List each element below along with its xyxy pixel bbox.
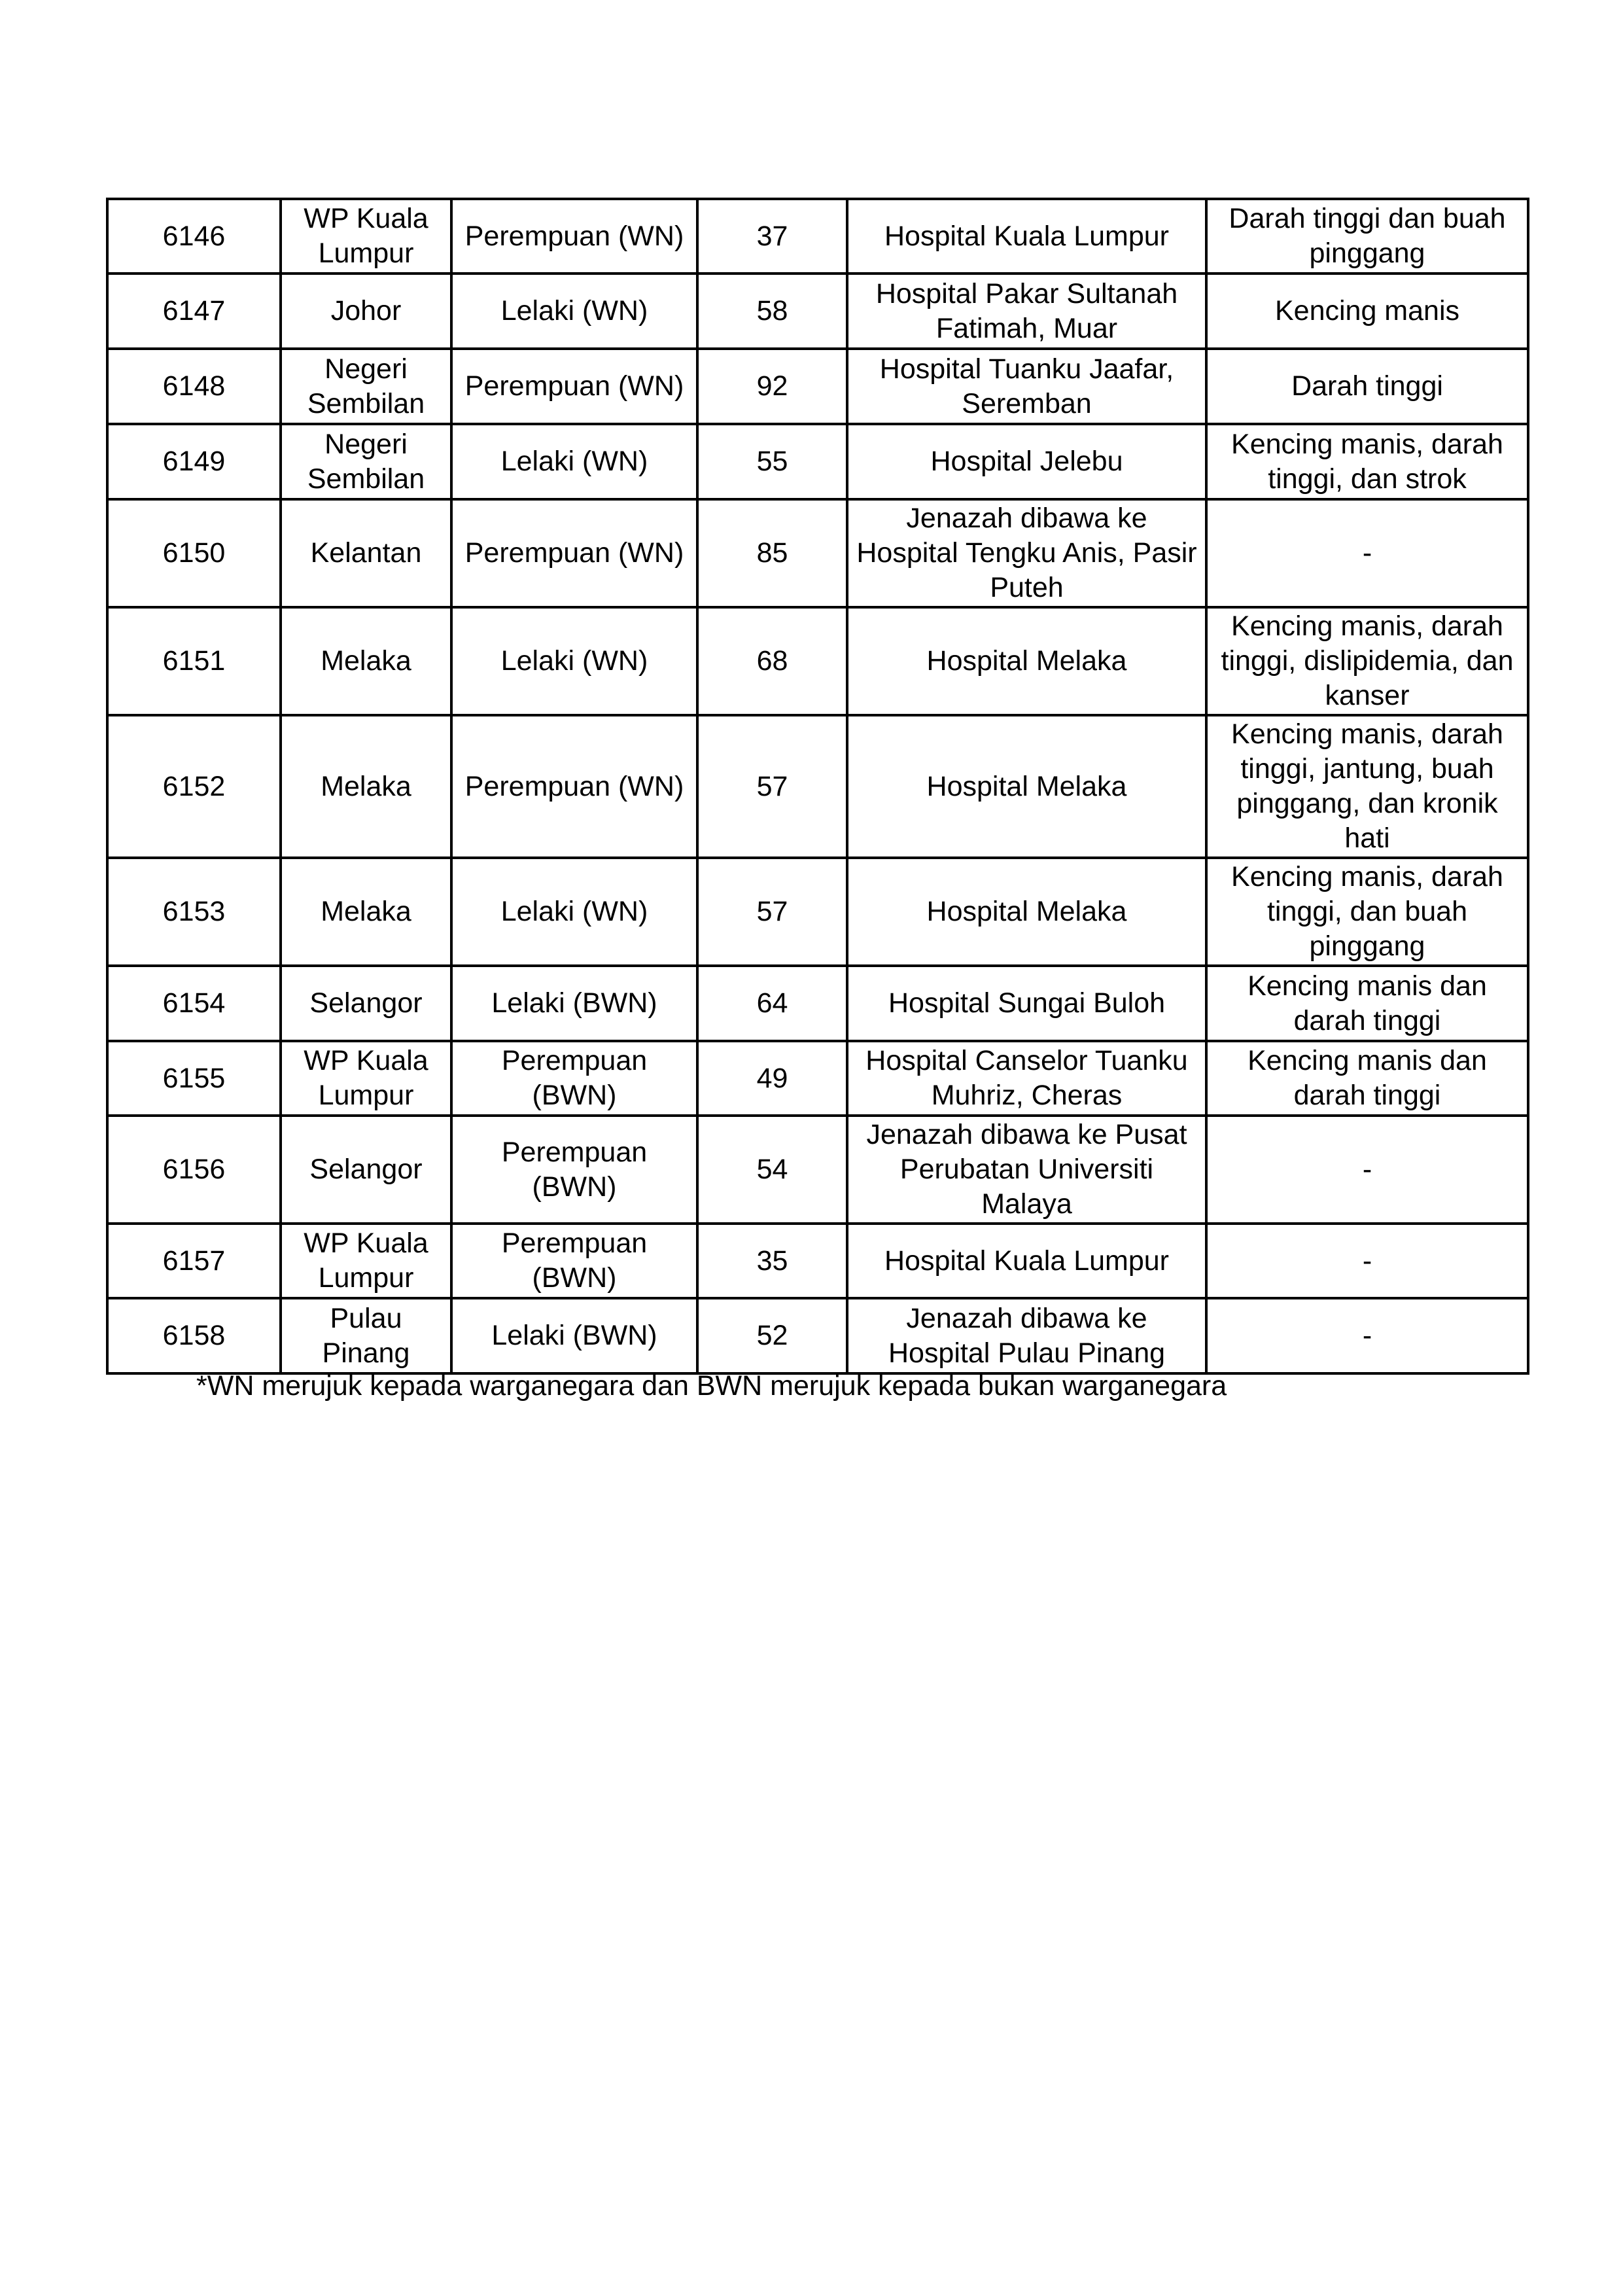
state-cell: Melaka <box>281 858 451 966</box>
case-number-cell: 6146 <box>107 199 281 274</box>
comorbidity-cell: Kencing manis, darah tinggi, dan buah pinggang <box>1206 858 1528 966</box>
state-cell: Selangor <box>281 966 451 1041</box>
hospital-cell: Hospital Kuala Lumpur <box>847 1224 1206 1298</box>
comorbidity-cell: Darah tinggi <box>1206 349 1528 424</box>
age-cell: 85 <box>697 499 847 607</box>
case-number-cell: 6154 <box>107 966 281 1041</box>
case-number-cell: 6158 <box>107 1298 281 1373</box>
hospital-cell: Hospital Melaka <box>847 858 1206 966</box>
state-cell: Negeri Sembilan <box>281 349 451 424</box>
comorbidity-cell: Kencing manis, darah tinggi, dan strok <box>1206 424 1528 499</box>
gender-cell: Perempuan (BWN) <box>451 1224 697 1298</box>
gender-cell: Lelaki (WN) <box>451 858 697 966</box>
age-cell: 57 <box>697 715 847 858</box>
age-cell: 55 <box>697 424 847 499</box>
case-number-cell: 6156 <box>107 1116 281 1224</box>
gender-cell: Perempuan (WN) <box>451 499 697 607</box>
state-cell: Kelantan <box>281 499 451 607</box>
gender-cell: Lelaki (WN) <box>451 424 697 499</box>
state-cell: Selangor <box>281 1116 451 1224</box>
state-cell: WP Kuala Lumpur <box>281 199 451 274</box>
case-number-cell: 6155 <box>107 1041 281 1116</box>
table-row <box>107 1224 1528 1298</box>
age-cell: 57 <box>697 858 847 966</box>
case-number-cell: 6157 <box>107 1224 281 1298</box>
table-row <box>107 199 1528 274</box>
hospital-cell: Hospital Sungai Buloh <box>847 966 1206 1041</box>
age-cell: 68 <box>697 607 847 715</box>
hospital-cell: Jenazah dibawa ke Hospital Tengku Anis, Pasir Puteh <box>847 499 1206 607</box>
comorbidity-cell: - <box>1206 499 1528 607</box>
hospital-cell: Hospital Jelebu <box>847 424 1206 499</box>
gender-cell: Lelaki (WN) <box>451 274 697 349</box>
death-cases-table <box>106 198 1529 1375</box>
age-cell: 52 <box>697 1298 847 1373</box>
comorbidity-cell: Kencing manis, darah tinggi, dislipidemia, dan kanser <box>1206 607 1528 715</box>
table-row <box>107 499 1528 607</box>
comorbidity-cell: Kencing manis dan darah tinggi <box>1206 966 1528 1041</box>
hospital-cell: Hospital Melaka <box>847 607 1206 715</box>
comorbidity-cell: Kencing manis dan darah tinggi <box>1206 1041 1528 1116</box>
age-cell: 54 <box>697 1116 847 1224</box>
table-row <box>107 1298 1528 1373</box>
table-row <box>107 424 1528 499</box>
state-cell: WP Kuala Lumpur <box>281 1041 451 1116</box>
case-number-cell: 6151 <box>107 607 281 715</box>
gender-cell: Perempuan (BWN) <box>451 1041 697 1116</box>
gender-cell: Lelaki (BWN) <box>451 1298 697 1373</box>
age-cell: 35 <box>697 1224 847 1298</box>
hospital-cell: Hospital Melaka <box>847 715 1206 858</box>
table-row <box>107 274 1528 349</box>
hospital-cell: Hospital Tuanku Jaafar, Seremban <box>847 349 1206 424</box>
age-cell: 49 <box>697 1041 847 1116</box>
comorbidity-cell: Kencing manis <box>1206 274 1528 349</box>
comorbidity-cell: Kencing manis, darah tinggi, jantung, buah pinggang, dan kronik hati <box>1206 715 1528 858</box>
table-row <box>107 1041 1528 1116</box>
age-cell: 58 <box>697 274 847 349</box>
case-number-cell: 6150 <box>107 499 281 607</box>
table-row <box>107 858 1528 966</box>
table-row <box>107 966 1528 1041</box>
hospital-cell: Jenazah dibawa ke Pusat Perubatan Universiti Malaya <box>847 1116 1206 1224</box>
state-cell: Pulau Pinang <box>281 1298 451 1373</box>
case-number-cell: 6149 <box>107 424 281 499</box>
table-row <box>107 607 1528 715</box>
gender-cell: Perempuan (BWN) <box>451 1116 697 1224</box>
case-number-cell: 6148 <box>107 349 281 424</box>
gender-cell: Lelaki (WN) <box>451 607 697 715</box>
hospital-cell: Jenazah dibawa ke Hospital Pulau Pinang <box>847 1298 1206 1373</box>
state-cell: Melaka <box>281 607 451 715</box>
comorbidity-cell: - <box>1206 1224 1528 1298</box>
gender-cell: Lelaki (BWN) <box>451 966 697 1041</box>
state-cell: Negeri Sembilan <box>281 424 451 499</box>
comorbidity-cell: - <box>1206 1298 1528 1373</box>
case-number-cell: 6153 <box>107 858 281 966</box>
hospital-cell: Hospital Canselor Tuanku Muhriz, Cheras <box>847 1041 1206 1116</box>
age-cell: 37 <box>697 199 847 274</box>
table-row <box>107 1116 1528 1224</box>
state-cell: WP Kuala Lumpur <box>281 1224 451 1298</box>
hospital-cell: Hospital Kuala Lumpur <box>847 199 1206 274</box>
citizenship-footnote: *WN merujuk kepada warganegara dan BWN merujuk kepada bukan warganegara <box>196 1370 1227 1402</box>
comorbidity-cell: - <box>1206 1116 1528 1224</box>
case-number-cell: 6152 <box>107 715 281 858</box>
table-row <box>107 715 1528 858</box>
gender-cell: Perempuan (WN) <box>451 349 697 424</box>
state-cell: Melaka <box>281 715 451 858</box>
case-number-cell: 6147 <box>107 274 281 349</box>
table-row <box>107 349 1528 424</box>
age-cell: 64 <box>697 966 847 1041</box>
age-cell: 92 <box>697 349 847 424</box>
state-cell: Johor <box>281 274 451 349</box>
comorbidity-cell: Darah tinggi dan buah pinggang <box>1206 199 1528 274</box>
hospital-cell: Hospital Pakar Sultanah Fatimah, Muar <box>847 274 1206 349</box>
gender-cell: Perempuan (WN) <box>451 199 697 274</box>
gender-cell: Perempuan (WN) <box>451 715 697 858</box>
